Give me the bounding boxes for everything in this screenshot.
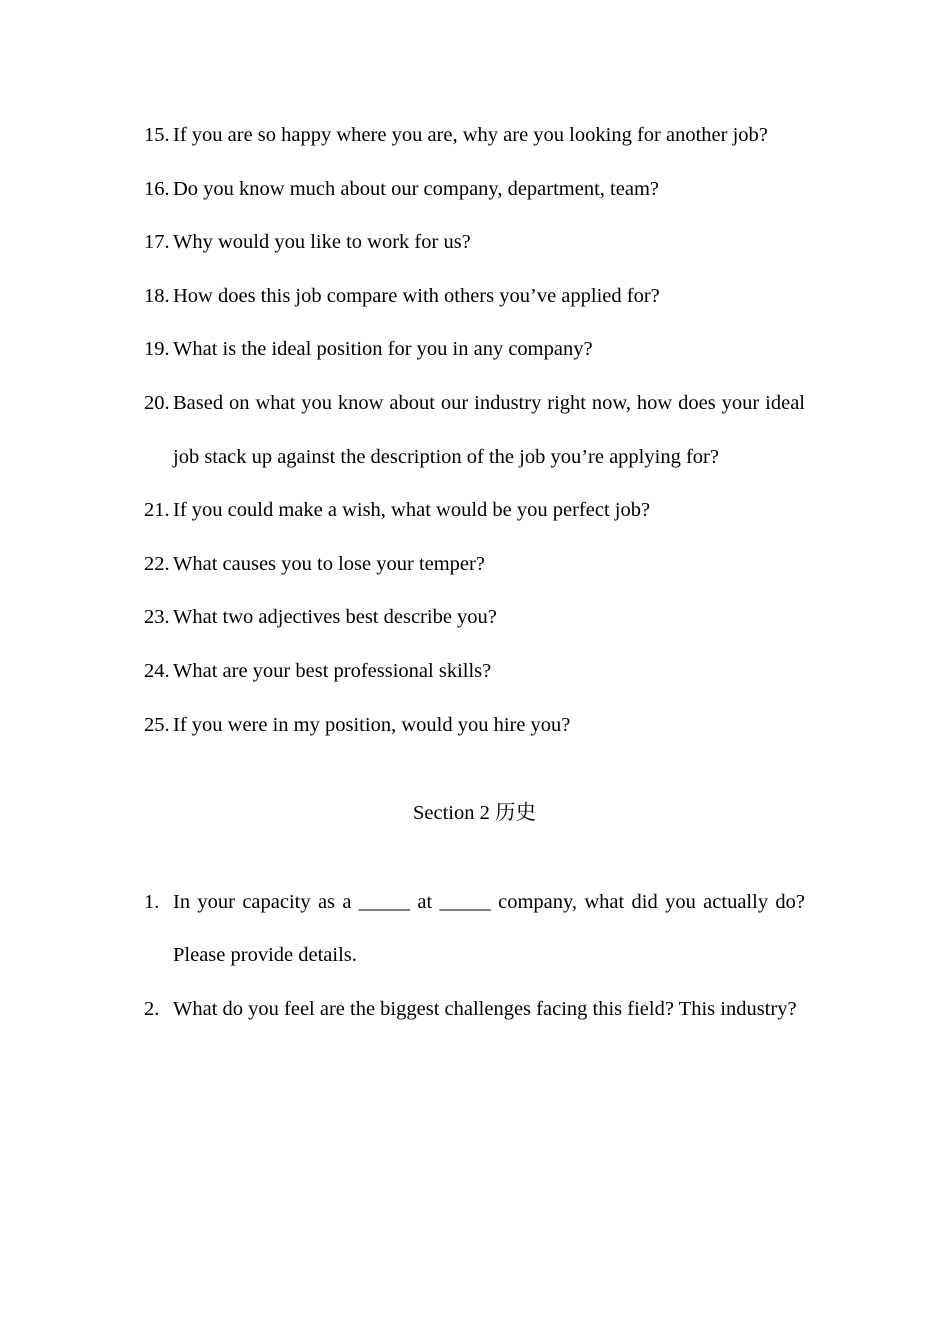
item-number: 20. bbox=[144, 391, 170, 414]
item-number: 24. bbox=[144, 659, 170, 682]
item-text: What are your best professional skills? bbox=[173, 659, 492, 682]
item-number: 23. bbox=[144, 606, 170, 629]
list-item bbox=[144, 699, 805, 753]
document-page bbox=[144, 109, 805, 1037]
item-number: 1. bbox=[144, 890, 160, 913]
item-text: If you were in my position, would you hire you? bbox=[173, 713, 571, 736]
list-item bbox=[144, 876, 805, 983]
item-text: How does this job compare with others you’ve applied for? bbox=[173, 284, 660, 307]
item-text: Do you know much about our company, department, team? bbox=[173, 177, 659, 200]
list-item bbox=[144, 484, 805, 538]
item-number: 17. bbox=[144, 231, 170, 254]
list-item bbox=[144, 538, 805, 592]
item-text: What do you feel are the biggest challenges facing this field? This industry? bbox=[173, 997, 797, 1020]
item-text: Based on what you know about our industry right now, how does your ideal job stack up against the description of the job you’re applying for? bbox=[173, 391, 805, 468]
section-heading: Section 2 历史 bbox=[413, 802, 536, 825]
list-item bbox=[144, 163, 805, 217]
item-number: 15. bbox=[144, 124, 170, 146]
item-number: 2. bbox=[144, 997, 160, 1020]
item-text: What causes you to lose your temper? bbox=[173, 552, 485, 575]
item-number: 21. bbox=[144, 499, 170, 522]
question-list-section-1 bbox=[144, 109, 805, 752]
list-item bbox=[144, 109, 805, 163]
item-number: 25. bbox=[144, 713, 170, 736]
question-list-section-2 bbox=[144, 876, 805, 1037]
item-number: 16. bbox=[144, 177, 170, 200]
item-text: If you are so happy where you are, why are you looking for another job? bbox=[173, 124, 768, 146]
list-item bbox=[144, 323, 805, 377]
item-number: 19. bbox=[144, 338, 170, 361]
item-number: 18. bbox=[144, 284, 170, 307]
item-text: If you could make a wish, what would be you perfect job? bbox=[173, 499, 651, 522]
list-item bbox=[144, 591, 805, 645]
item-text: What is the ideal position for you in any company? bbox=[173, 338, 593, 361]
list-item bbox=[144, 983, 805, 1037]
list-item bbox=[144, 216, 805, 270]
item-text: Why would you like to work for us? bbox=[173, 231, 471, 254]
list-item bbox=[144, 270, 805, 324]
list-item bbox=[144, 645, 805, 699]
item-text: What two adjectives best describe you? bbox=[173, 606, 497, 629]
item-text: In your capacity as a _____ at _____ company, what did you actually do? Please provide details. bbox=[173, 890, 805, 967]
item-number: 22. bbox=[144, 552, 170, 575]
list-item bbox=[144, 377, 805, 484]
